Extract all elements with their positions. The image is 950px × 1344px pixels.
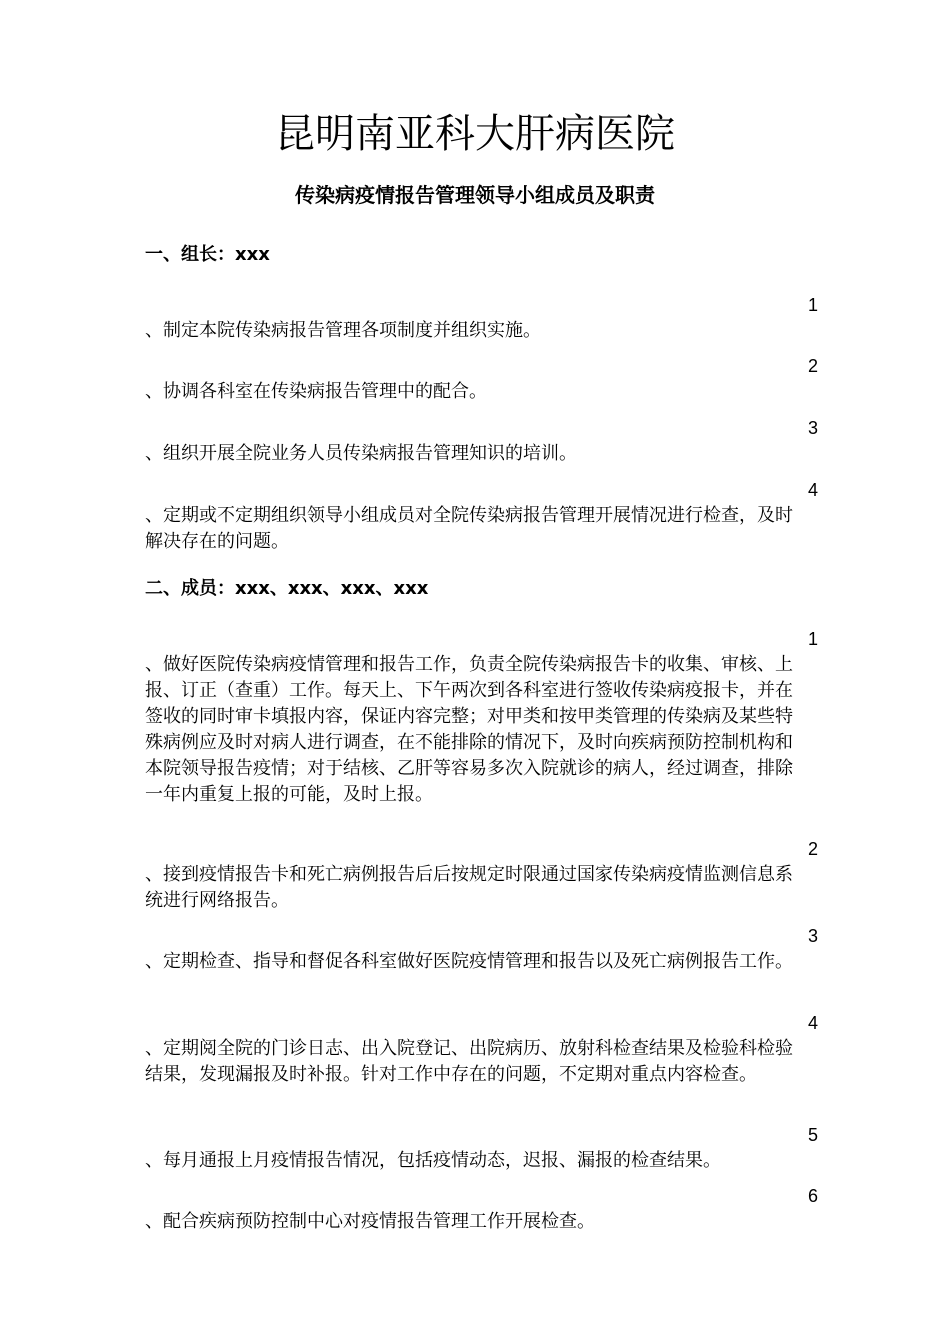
item-number: 6 [807, 1186, 818, 1206]
list-item: 、每月通报上月疫情报告情况，包括疫情动态，迟报、漏报的检查结果。 [145, 1150, 721, 1171]
section-heading-members: 二、成员：xxx、xxx、xxx、xxx [145, 578, 429, 599]
item-number: 4 [807, 480, 818, 500]
item-number: 2 [807, 356, 818, 376]
list-item: 、配合疾病预防控制中心对疫情报告管理工作开展检查。 [145, 1211, 595, 1232]
item-number: 4 [807, 1013, 818, 1033]
item-number: 5 [807, 1125, 818, 1145]
list-item: 、制定本院传染病报告管理各项制度并组织实施。 [145, 320, 541, 341]
list-item: 、做好医院传染病疫情管理和报告工作，负责全院传染病报告卡的收集、审核、上报、订正（查重）工作。每天上、下午两次到各科室进行签收传染病疫报卡，并在签收的同时审卡填报内容，保证内容完整；对甲类和按甲类管理的传染病及某些特殊病例应及时对病人进行调查，在不能排除的情况下，及时向疾病预防控制机构和本院领导报告疫情；对于结核、乙肝等容易多次入院就诊的病人，经过调查，排除一年内重复上报的可能，及时上报。 [145, 654, 793, 805]
document-subtitle: 传染病疫情报告管理领导小组成员及职责 [295, 183, 655, 207]
item-number: 3 [807, 926, 818, 946]
item-number: 1 [807, 295, 818, 315]
list-item: 、接到疫情报告卡和死亡病例报告后后按规定时限通过国家传染病疫情监测信息系统进行网络报告。 [145, 864, 793, 911]
list-item: 、协调各科室在传染病报告管理中的配合。 [145, 381, 487, 402]
item-number: 3 [807, 418, 818, 438]
item-number: 1 [807, 629, 818, 649]
list-item: 、组织开展全院业务人员传染病报告管理知识的培训。 [145, 443, 577, 464]
list-item: 、定期阅全院的门诊日志、出入院登记、出院病历、放射科检查结果及检验科检验结果，发现漏报及时补报。针对工作中存在的问题，不定期对重点内容检查。 [145, 1038, 793, 1085]
list-item: 、定期检查、指导和督促各科室做好医院疫情管理和报告以及死亡病例报告工作。 [145, 951, 793, 972]
section-heading-leader: 一、组长：xxx [145, 244, 270, 265]
list-item: 、定期或不定期组织领导小组成员对全院传染病报告管理开展情况进行检查，及时解决存在的问题。 [145, 505, 793, 552]
item-number: 2 [807, 839, 818, 859]
document-title: 昆明南亚科大肝病医院 [275, 111, 675, 157]
